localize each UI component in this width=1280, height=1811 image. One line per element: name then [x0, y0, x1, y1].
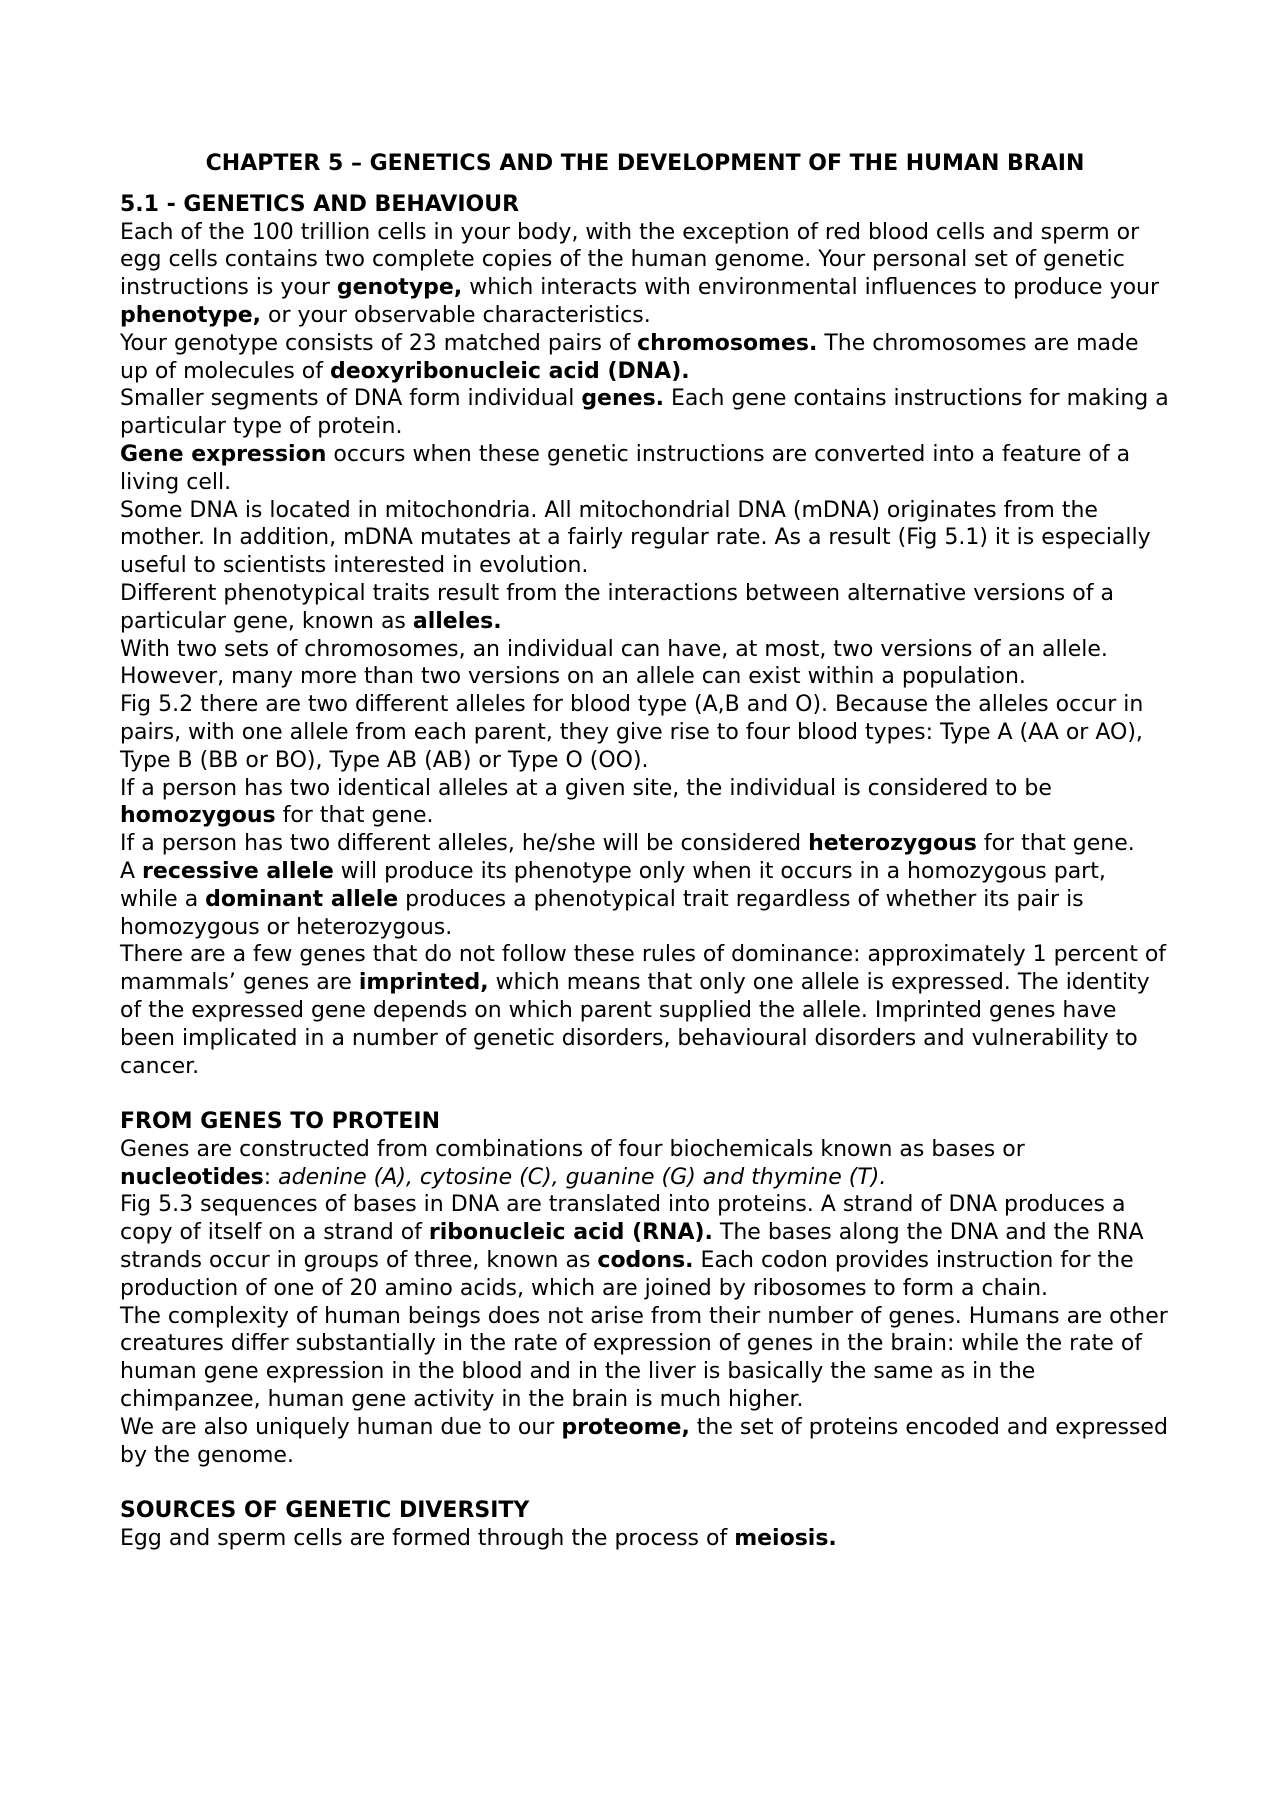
bold-term: recessive allele — [142, 858, 334, 884]
paragraph — [120, 691, 1170, 774]
section-heading: 5.1 - GENETICS AND BEHAVIOUR — [120, 191, 520, 217]
text-run: There are a few genes that do not follow these rules of dominance: approximately 1 percent of mammals’ genes are — [120, 942, 1167, 996]
text-run: The chromosomes are made up of molecules of — [120, 330, 1139, 384]
text-run: With two sets of chromosomes, an individual can have, at most, two versions of an allele. However, many more than two versions on an allele can exist within a population. — [120, 636, 1108, 690]
text-run: will produce its phenotype only when it occurs in a homozygous part, while a — [120, 858, 1106, 912]
text-run: If a person has two different alleles, he/she will be considered — [120, 831, 809, 857]
text-run: If a person has two identical alleles at a given site, the individual is considered to be — [120, 775, 1052, 801]
text-run: Your genotype consists of 23 matched pairs of — [120, 330, 638, 356]
bold-term: meiosis. — [734, 1526, 837, 1552]
paragraph — [120, 941, 1170, 1080]
paragraph — [120, 385, 1170, 441]
text-run: occurs when these genetic instructions are converted into a feature of a living cell. — [120, 441, 1131, 495]
text-run: Each gene contains instructions for making a particular type of protein. — [120, 386, 1169, 440]
text-run: or your observable characteristics. — [261, 302, 651, 328]
bold-term: genes. — [581, 386, 665, 412]
paragraph — [120, 1303, 1170, 1414]
paragraph — [120, 1414, 1170, 1470]
bold-term: dominant allele — [205, 886, 399, 912]
bold-term: alleles. — [412, 608, 502, 634]
text-run: which means that only one allele is expressed. The identity of the expressed gene depends on which parent supplied the allele. Imprinted genes have been implicated in a number of genetic disorders, behavioural disorders and vulnerability to cancer. — [120, 970, 1150, 1079]
paragraph — [120, 441, 1170, 497]
bold-term: heterozygous — [808, 831, 977, 857]
section-spacer — [120, 1080, 1170, 1108]
text-run: A — [120, 858, 143, 884]
bold-term: homozygous — [120, 803, 276, 829]
paragraph — [120, 219, 1170, 330]
bold-term: deoxyribonucleic acid (DNA). — [329, 358, 690, 384]
paragraph — [120, 775, 1170, 831]
bold-term: genotype, — [336, 275, 463, 301]
paragraph — [120, 1136, 1170, 1192]
paragraph — [120, 858, 1170, 941]
text-run: The complexity of human beings does not arise from their number of genes. Humans are other creatures differ substantially in the rate of expression of genes in the brain: while the rate of human gene expression in the blood and in the liver is basically the same as in the chimpanzee, human gene activity in the brain is much higher. — [120, 1303, 1168, 1413]
paragraph — [120, 1525, 1170, 1553]
text-run: for that gene. — [275, 803, 434, 829]
paragraph — [120, 580, 1170, 636]
text-run: Different phenotypical traits result from the interactions between alternative versions of a particular gene, known as — [120, 580, 1114, 634]
text-run: Genes are constructed from combinations of four biochemicals known as bases or — [120, 1136, 1025, 1162]
text-run: Some DNA is located in mitochondria. All mitochondrial DNA (mDNA) originates from the mother. In addition, mDNA mutates at a fairly regular rate. As a result (Fig 5.1) it is especially useful to scientists interested in evolution. — [120, 497, 1151, 579]
document-page — [120, 150, 1170, 1553]
text-run: We are also uniquely human due to our — [120, 1414, 562, 1440]
text-run: produces a phenotypical trait regardless of whether its pair is homozygous or heterozygous. — [120, 886, 1084, 940]
section-spacer — [120, 1469, 1170, 1497]
bold-term: nucleotides — [120, 1164, 264, 1190]
bold-term: phenotype, — [120, 302, 261, 328]
document-body — [120, 191, 1170, 1553]
bold-term: ribonucleic acid (RNA). — [428, 1220, 713, 1246]
paragraph — [120, 1191, 1170, 1302]
text-run: Each of the 100 trillion cells in your body, with the exception of red blood cells and sperm or egg cells contains two complete copies of the human genome. Your personal set of genetic instructions is your — [120, 219, 1140, 301]
text-run: : — [263, 1164, 279, 1190]
text-run: Egg and sperm cells are formed through the process of — [120, 1526, 735, 1552]
bold-term: proteome, — [561, 1414, 690, 1440]
bold-term: chromosomes. — [637, 330, 818, 356]
text-run: Smaller segments of DNA form individual — [120, 386, 582, 412]
text-run: for that gene. — [976, 831, 1135, 857]
section-heading: FROM GENES TO PROTEIN — [120, 1109, 441, 1135]
text-run: Fig 5.3 sequences of bases in DNA are translated into proteins. A strand of DNA produces a copy of itself on a strand of — [120, 1192, 1126, 1246]
text-run: Each codon provides instruction for the production of one of 20 amino acids, which are joined by ribosomes to form a chain. — [120, 1248, 1134, 1301]
text-run: The bases along the DNA and the RNA strands occur in groups of three, known as — [120, 1220, 1144, 1274]
text-run: Fig 5.2 there are two different alleles for blood type (A,B and O). Because the alleles occur in pairs, with one allele from each parent, they give rise to four blood types: Type A (AA or AO), Type B (BB or BO), Type AB (AB) or Type O (OO). — [120, 692, 1144, 773]
bold-term: codons. — [597, 1248, 694, 1274]
chapter-title: CHAPTER 5 – GENETICS AND THE DEVELOPMENT OF THE HUMAN BRAIN — [205, 151, 1085, 176]
paragraph — [120, 830, 1170, 858]
text-run: which interacts with environmental influences to produce your — [462, 275, 1160, 301]
paragraph — [120, 636, 1170, 692]
bold-term: Gene expression — [120, 441, 327, 467]
paragraph — [120, 330, 1170, 386]
paragraph — [120, 497, 1170, 580]
section-heading: SOURCES OF GENETIC DIVERSITY — [120, 1498, 530, 1524]
bold-term: imprinted, — [358, 970, 489, 996]
text-run: the set of proteins encoded and expressed by the genome. — [120, 1414, 1168, 1468]
italic-text: adenine (A), cytosine (C), guanine (G) and thymine (T). — [278, 1164, 887, 1190]
